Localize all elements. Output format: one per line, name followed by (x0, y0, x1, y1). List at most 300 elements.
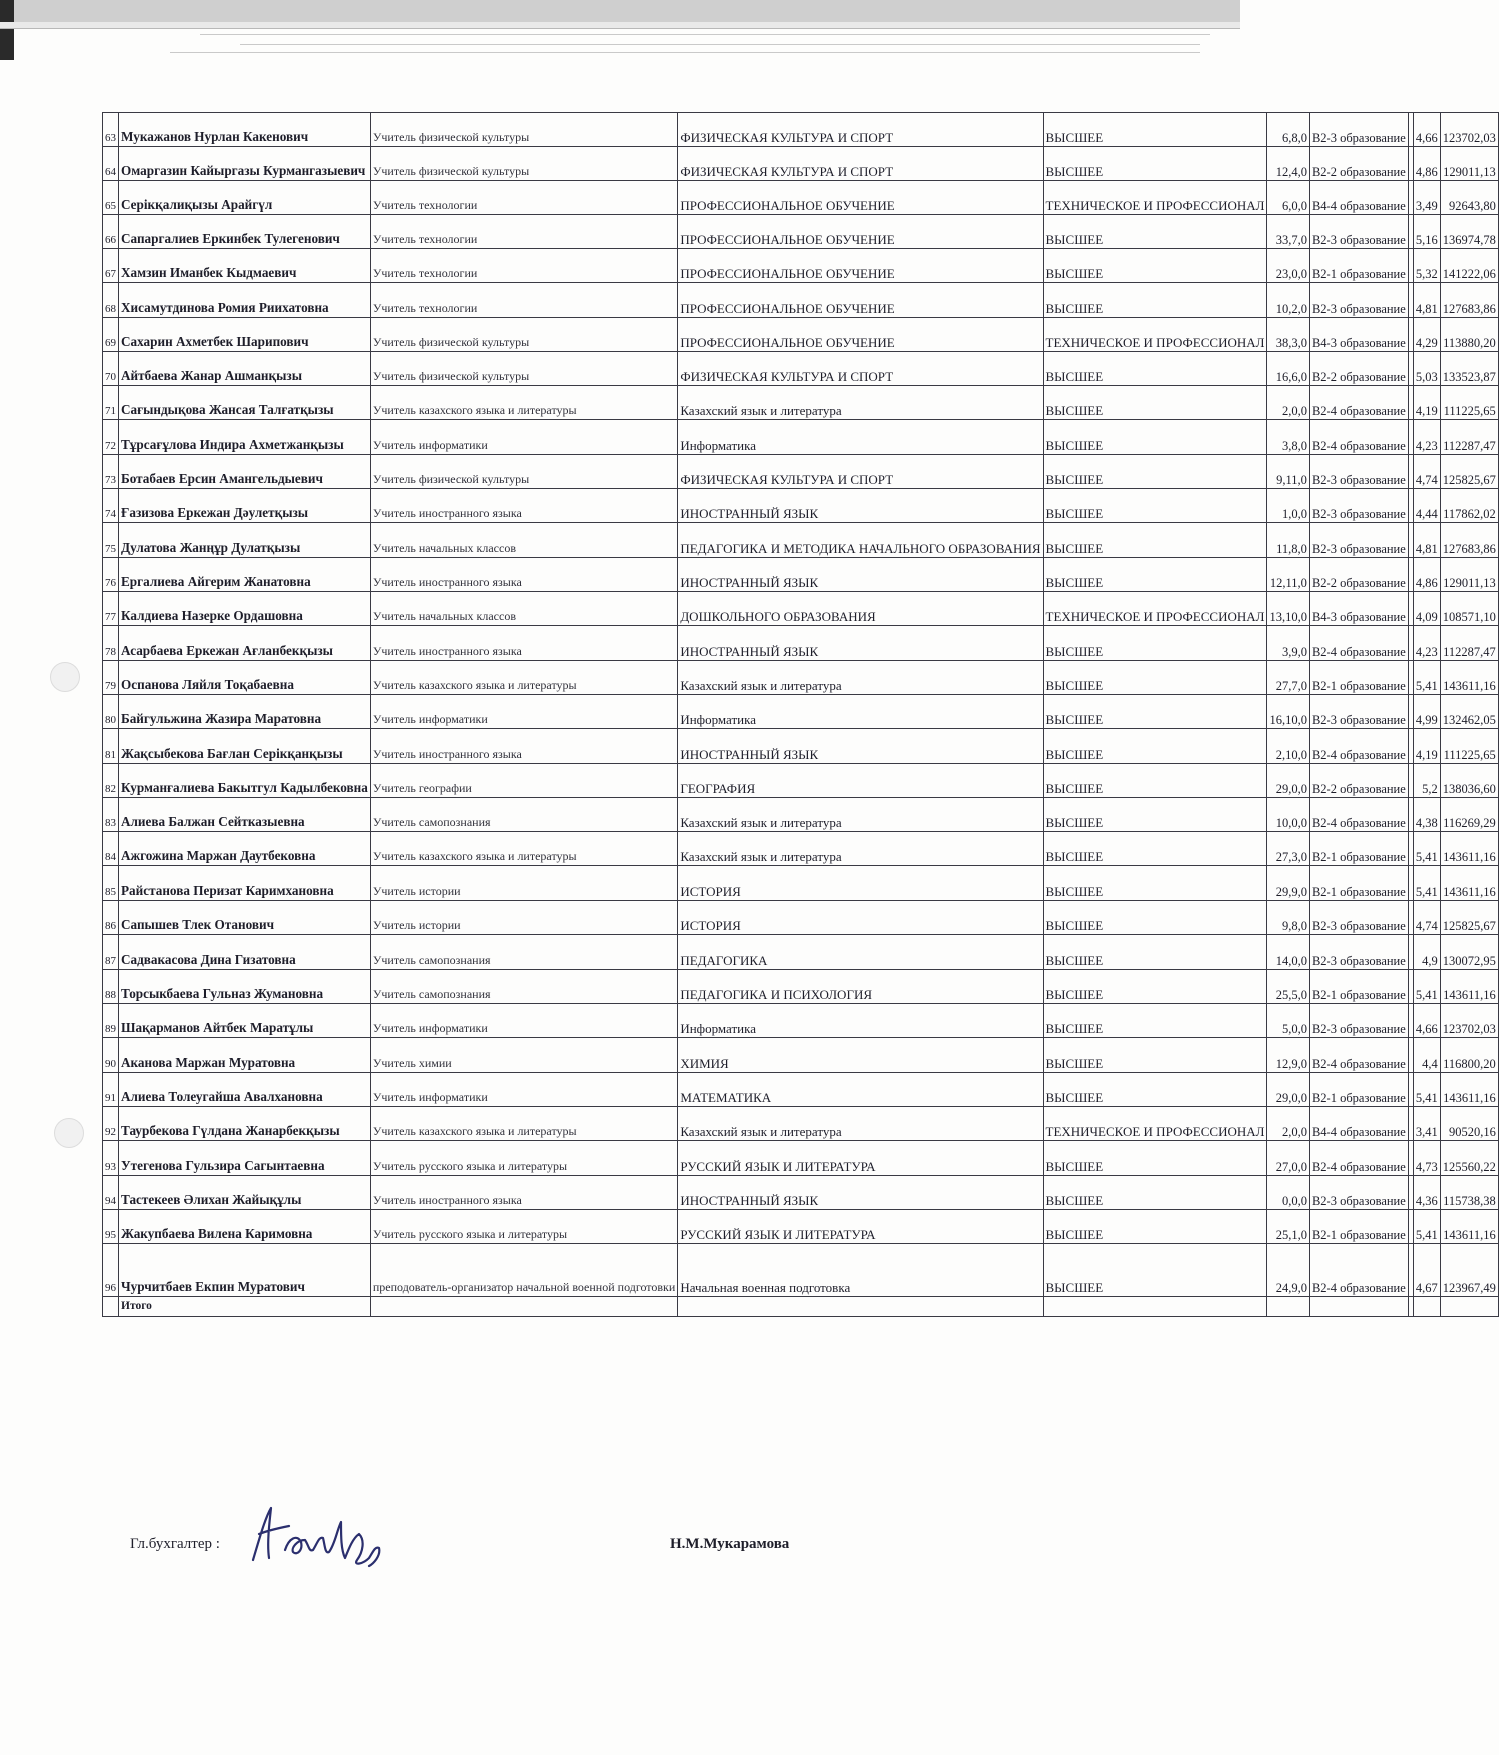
employee-name: Алиева Балжан Сейтказыевна (119, 798, 371, 832)
table-row (103, 970, 1499, 1004)
qualification-category: В2-3 образование (1309, 1004, 1408, 1038)
education-level: ВЫСШЕЕ (1043, 1210, 1267, 1244)
row-number: 96 (103, 1244, 119, 1297)
qualification-category: В2-2 образование (1309, 352, 1408, 386)
qualification-category: В2-3 образование (1309, 283, 1408, 318)
table-row (103, 661, 1499, 695)
specialty: ПРОФЕССИОНАЛЬНОЕ ОБУЧЕНИЕ (678, 318, 1043, 352)
coefficient: 4,74 (1413, 455, 1440, 489)
table-row (103, 215, 1499, 249)
row-number: 81 (103, 729, 119, 764)
position: Учитель физической культуры (370, 318, 677, 352)
education-level: ВЫСШЕЕ (1043, 1073, 1267, 1107)
coefficient: 3,41 (1413, 1107, 1440, 1141)
qualification-category: В2-1 образование (1309, 970, 1408, 1004)
position: Учитель самопознания (370, 935, 677, 970)
qualification-category: В2-1 образование (1309, 661, 1408, 695)
salary: 141222,06 (1440, 249, 1498, 283)
position: Учитель технологии (370, 283, 677, 318)
employee-name: Шақарманов Айтбек Маратұлы (119, 1004, 371, 1038)
qualification-category: В2-1 образование (1309, 1210, 1408, 1244)
table-row (103, 181, 1499, 215)
qualification-category: В2-3 образование (1309, 489, 1408, 523)
coefficient: 4,23 (1413, 420, 1440, 455)
qualification-category: В2-3 образование (1309, 1176, 1408, 1210)
salary: 143611,16 (1440, 832, 1498, 866)
coefficient: 4,81 (1413, 523, 1440, 558)
salary: 138036,60 (1440, 764, 1498, 798)
qualification-category: В2-4 образование (1309, 626, 1408, 661)
paper-fold-line (200, 34, 1210, 35)
work-experience: 12,4,0 (1267, 147, 1310, 181)
position: преподователь-организатор начальной военной подготовки (370, 1244, 677, 1297)
chief-accountant-name: Н.М.Мукарамова (670, 1536, 790, 1552)
employee-name: Сахарин Ахметбек Шарипович (119, 318, 371, 352)
coefficient: 4,4 (1413, 1038, 1440, 1073)
row-number: 79 (103, 661, 119, 695)
salary: 127683,86 (1440, 523, 1498, 558)
table-row (103, 113, 1499, 147)
salary: 123967,49 (1440, 1244, 1498, 1297)
specialty: Информатика (678, 420, 1043, 455)
coefficient: 4,66 (1413, 113, 1440, 147)
table-row (103, 318, 1499, 352)
salary: 115738,38 (1440, 1176, 1498, 1210)
work-experience: 27,7,0 (1267, 661, 1310, 695)
table-row (103, 866, 1499, 901)
education-level: ВЫСШЕЕ (1043, 729, 1267, 764)
row-number: 64 (103, 147, 119, 181)
salary: 116269,29 (1440, 798, 1498, 832)
qualification-category: В2-1 образование (1309, 832, 1408, 866)
work-experience: 27,3,0 (1267, 832, 1310, 866)
position: Учитель самопознания (370, 798, 677, 832)
coefficient: 4,86 (1413, 147, 1440, 181)
paper-fold-line (170, 52, 1200, 53)
qualification-category: В2-1 образование (1309, 249, 1408, 283)
work-experience: 3,9,0 (1267, 626, 1310, 661)
specialty: Казахский язык и литература (678, 661, 1043, 695)
position: Учитель иностранного языка (370, 626, 677, 661)
row-number: 92 (103, 1107, 119, 1141)
education-level: ВЫСШЕЕ (1043, 866, 1267, 901)
employee-name: Хисамутдинова Ромия Риихатовна (119, 283, 371, 318)
work-experience: 24,9,0 (1267, 1244, 1310, 1297)
work-experience: 23,0,0 (1267, 249, 1310, 283)
position: Учитель физической культуры (370, 113, 677, 147)
specialty: ГЕОГРАФИЯ (678, 764, 1043, 798)
qualification-category: В2-4 образование (1309, 420, 1408, 455)
education-level: ВЫСШЕЕ (1043, 147, 1267, 181)
specialty: МАТЕМАТИКА (678, 1073, 1043, 1107)
coefficient: 5,2 (1413, 764, 1440, 798)
education-level: ВЫСШЕЕ (1043, 386, 1267, 420)
position: Учитель казахского языка и литературы (370, 832, 677, 866)
specialty: Казахский язык и литература (678, 386, 1043, 420)
employee-name: Байгульжина Жазира Маратовна (119, 695, 371, 729)
row-number: 82 (103, 764, 119, 798)
qualification-category: В2-4 образование (1309, 798, 1408, 832)
table-row (103, 147, 1499, 181)
employee-name: Калдиева Назерке Ордашовна (119, 592, 371, 626)
specialty: ПРОФЕССИОНАЛЬНОЕ ОБУЧЕНИЕ (678, 249, 1043, 283)
position: Учитель русского языка и литературы (370, 1210, 677, 1244)
education-level: ТЕХНИЧЕСКОЕ И ПРОФЕССИОНАЛ (1043, 1107, 1267, 1141)
position: Учитель информатики (370, 1073, 677, 1107)
table-row (103, 1038, 1499, 1073)
work-experience: 29,0,0 (1267, 764, 1310, 798)
table-row (103, 695, 1499, 729)
salary: 136974,78 (1440, 215, 1498, 249)
table-row (103, 935, 1499, 970)
position: Учитель информатики (370, 1004, 677, 1038)
coefficient: 5,41 (1413, 970, 1440, 1004)
row-number: 95 (103, 1210, 119, 1244)
table-row (103, 1073, 1499, 1107)
specialty: ПРОФЕССИОНАЛЬНОЕ ОБУЧЕНИЕ (678, 181, 1043, 215)
row-number: 66 (103, 215, 119, 249)
employee-name: Тастекеев Әлихан Жайықұлы (119, 1176, 371, 1210)
specialty: Казахский язык и литература (678, 798, 1043, 832)
education-level: ВЫСШЕЕ (1043, 1244, 1267, 1297)
work-experience: 13,10,0 (1267, 592, 1310, 626)
position: Учитель географии (370, 764, 677, 798)
position: Учитель информатики (370, 695, 677, 729)
coefficient: 4,19 (1413, 386, 1440, 420)
coefficient: 4,99 (1413, 695, 1440, 729)
salary: 92643,80 (1440, 181, 1498, 215)
specialty: ФИЗИЧЕСКАЯ КУЛЬТУРА И СПОРТ (678, 113, 1043, 147)
work-experience: 0,0,0 (1267, 1176, 1310, 1210)
qualification-category: В2-4 образование (1309, 729, 1408, 764)
employee-name: Ажгожина Маржан Даутбековна (119, 832, 371, 866)
employee-name: Мукажанов Нурлан Какенович (119, 113, 371, 147)
position: Учитель информатики (370, 420, 677, 455)
qualification-category: В2-4 образование (1309, 386, 1408, 420)
position: Учитель химии (370, 1038, 677, 1073)
row-number: 89 (103, 1004, 119, 1038)
table-row (103, 832, 1499, 866)
position: Учитель начальных классов (370, 592, 677, 626)
coefficient: 4,73 (1413, 1141, 1440, 1176)
work-experience: 25,5,0 (1267, 970, 1310, 1004)
total-cell (1440, 1297, 1498, 1317)
table-row (103, 1176, 1499, 1210)
total-cell (1309, 1297, 1408, 1317)
qualification-category: В2-1 образование (1309, 866, 1408, 901)
qualification-category: В2-1 образование (1309, 1073, 1408, 1107)
coefficient: 4,23 (1413, 626, 1440, 661)
row-number: 83 (103, 798, 119, 832)
row-number: 85 (103, 866, 119, 901)
coefficient: 4,44 (1413, 489, 1440, 523)
row-number: 94 (103, 1176, 119, 1210)
work-experience: 6,0,0 (1267, 181, 1310, 215)
signature-block (130, 1500, 810, 1580)
row-number: 86 (103, 901, 119, 935)
specialty: Начальная военная подготовка (678, 1244, 1043, 1297)
position: Учитель технологии (370, 215, 677, 249)
salary: 117862,02 (1440, 489, 1498, 523)
position: Учитель казахского языка и литературы (370, 1107, 677, 1141)
work-experience: 12,11,0 (1267, 558, 1310, 592)
salary: 143611,16 (1440, 1073, 1498, 1107)
work-experience: 2,0,0 (1267, 1107, 1310, 1141)
row-number: 73 (103, 455, 119, 489)
row-number: 91 (103, 1073, 119, 1107)
education-level: ВЫСШЕЕ (1043, 832, 1267, 866)
coefficient: 4,66 (1413, 1004, 1440, 1038)
total-cell (370, 1297, 677, 1317)
salary: 132462,05 (1440, 695, 1498, 729)
employee-name: Сапаргалиев Еркинбек Тулегенович (119, 215, 371, 249)
row-number: 90 (103, 1038, 119, 1073)
employee-name: Жақсыбекова Бағлан Серікқанқызы (119, 729, 371, 764)
specialty: ПЕДАГОГИКА И ПСИХОЛОГИЯ (678, 970, 1043, 1004)
row-number: 71 (103, 386, 119, 420)
table-row (103, 455, 1499, 489)
education-level: ВЫСШЕЕ (1043, 455, 1267, 489)
paper-fold-line (240, 44, 1200, 45)
salary: 123702,03 (1440, 113, 1498, 147)
employee-name: Курманғалиева Бакытгул Кадылбековна (119, 764, 371, 798)
coefficient: 5,32 (1413, 249, 1440, 283)
specialty: Казахский язык и литература (678, 832, 1043, 866)
specialty: ПРОФЕССИОНАЛЬНОЕ ОБУЧЕНИЕ (678, 283, 1043, 318)
work-experience: 1,0,0 (1267, 489, 1310, 523)
table-row (103, 523, 1499, 558)
position: Учитель казахского языка и литературы (370, 386, 677, 420)
position: Учитель иностранного языка (370, 558, 677, 592)
salary: 143611,16 (1440, 970, 1498, 1004)
employee-name: Омаргазин Кайыргазы Курмангазыевич (119, 147, 371, 181)
education-level: ВЫСШЕЕ (1043, 420, 1267, 455)
salary: 127683,86 (1440, 283, 1498, 318)
education-level: ВЫСШЕЕ (1043, 626, 1267, 661)
qualification-category: В2-2 образование (1309, 558, 1408, 592)
coefficient: 5,03 (1413, 352, 1440, 386)
work-experience: 29,9,0 (1267, 866, 1310, 901)
qualification-category: В2-3 образование (1309, 113, 1408, 147)
position: Учитель иностранного языка (370, 1176, 677, 1210)
specialty: ИСТОРИЯ (678, 866, 1043, 901)
table-row (103, 1107, 1499, 1141)
row-number: 84 (103, 832, 119, 866)
employee-name: Тұрсағұлова Индира Ахметжанқызы (119, 420, 371, 455)
position: Учитель иностранного языка (370, 729, 677, 764)
table-row (103, 1004, 1499, 1038)
work-experience: 6,8,0 (1267, 113, 1310, 147)
education-level: ВЫСШЕЕ (1043, 215, 1267, 249)
row-number: 74 (103, 489, 119, 523)
employee-name: Ғазизова Еркежан Дәулетқызы (119, 489, 371, 523)
education-level: ВЫСШЕЕ (1043, 1141, 1267, 1176)
salary: 129011,13 (1440, 147, 1498, 181)
coefficient: 5,41 (1413, 661, 1440, 695)
education-level: ВЫСШЕЕ (1043, 523, 1267, 558)
salary: 125825,67 (1440, 455, 1498, 489)
specialty: ХИМИЯ (678, 1038, 1043, 1073)
row-number: 63 (103, 113, 119, 147)
employee-name: Оспанова Ляйля Тоқабаевна (119, 661, 371, 695)
specialty: ФИЗИЧЕСКАЯ КУЛЬТУРА И СПОРТ (678, 455, 1043, 489)
employee-name: Сағындықова Жансая Талғатқызы (119, 386, 371, 420)
education-level: ВЫСШЕЕ (1043, 661, 1267, 695)
table-row (103, 729, 1499, 764)
education-level: ВЫСШЕЕ (1043, 1038, 1267, 1073)
coefficient: 4,38 (1413, 798, 1440, 832)
specialty: ИНОСТРАННЫЙ ЯЗЫК (678, 626, 1043, 661)
specialty: РУССКИЙ ЯЗЫК И ЛИТЕРАТУРА (678, 1141, 1043, 1176)
work-experience: 33,7,0 (1267, 215, 1310, 249)
specialty: ИНОСТРАННЫЙ ЯЗЫК (678, 1176, 1043, 1210)
row-number: 87 (103, 935, 119, 970)
education-level: ВЫСШЕЕ (1043, 764, 1267, 798)
row-number: 93 (103, 1141, 119, 1176)
education-level: ТЕХНИЧЕСКОЕ И ПРОФЕССИОНАЛ (1043, 592, 1267, 626)
work-experience: 11,8,0 (1267, 523, 1310, 558)
coefficient: 5,41 (1413, 866, 1440, 901)
table-row (103, 1244, 1499, 1297)
total-cell (1043, 1297, 1267, 1317)
qualification-category: В2-3 образование (1309, 935, 1408, 970)
education-level: ВЫСШЕЕ (1043, 1004, 1267, 1038)
table-row (103, 489, 1499, 523)
work-experience: 12,9,0 (1267, 1038, 1310, 1073)
work-experience: 14,0,0 (1267, 935, 1310, 970)
work-experience: 10,2,0 (1267, 283, 1310, 318)
staff-table (102, 112, 1499, 1317)
employee-name: Садвакасова Дина Гизатовна (119, 935, 371, 970)
position: Учитель физической культуры (370, 455, 677, 489)
scan-corner-shadow (0, 0, 14, 60)
total-cell (103, 1297, 119, 1317)
total-row (103, 1297, 1499, 1317)
table-row (103, 592, 1499, 626)
coefficient: 5,41 (1413, 1073, 1440, 1107)
coefficient: 4,74 (1413, 901, 1440, 935)
qualification-category: В2-3 образование (1309, 523, 1408, 558)
salary: 125825,67 (1440, 901, 1498, 935)
specialty: ФИЗИЧЕСКАЯ КУЛЬТУРА И СПОРТ (678, 352, 1043, 386)
employee-name: Алиева Толеугайша Авалхановна (119, 1073, 371, 1107)
specialty: ИНОСТРАННЫЙ ЯЗЫК (678, 729, 1043, 764)
work-experience: 9,8,0 (1267, 901, 1310, 935)
table-row (103, 798, 1499, 832)
qualification-category: В2-4 образование (1309, 1141, 1408, 1176)
position: Учитель начальных классов (370, 523, 677, 558)
total-cell (1267, 1297, 1310, 1317)
qualification-category: В4-3 образование (1309, 592, 1408, 626)
education-level: ТЕХНИЧЕСКОЕ И ПРОФЕССИОНАЛ (1043, 318, 1267, 352)
row-number: 70 (103, 352, 119, 386)
table-row (103, 249, 1499, 283)
education-level: ВЫСШЕЕ (1043, 1176, 1267, 1210)
coefficient: 4,19 (1413, 729, 1440, 764)
work-experience: 2,0,0 (1267, 386, 1310, 420)
employee-name: Утегенова Гульзира Сагынтаевна (119, 1141, 371, 1176)
table-row (103, 386, 1499, 420)
employee-name: Жакупбаева Вилена Каримовна (119, 1210, 371, 1244)
qualification-category: В2-2 образование (1309, 147, 1408, 181)
work-experience: 16,10,0 (1267, 695, 1310, 729)
coefficient: 5,41 (1413, 832, 1440, 866)
work-experience: 16,6,0 (1267, 352, 1310, 386)
coefficient: 4,29 (1413, 318, 1440, 352)
position: Учитель истории (370, 901, 677, 935)
specialty: ПРОФЕССИОНАЛЬНОЕ ОБУЧЕНИЕ (678, 215, 1043, 249)
employee-name: Торсыкбаева Гульназ Жумановна (119, 970, 371, 1004)
employee-name: Асарбаева Еркежан Ағланбекқызы (119, 626, 371, 661)
table-row (103, 558, 1499, 592)
row-number: 68 (103, 283, 119, 318)
education-level: ВЫСШЕЕ (1043, 558, 1267, 592)
qualification-category: В2-4 образование (1309, 1038, 1408, 1073)
education-level: ТЕХНИЧЕСКОЕ И ПРОФЕССИОНАЛ (1043, 181, 1267, 215)
qualification-category: В4-4 образование (1309, 181, 1408, 215)
row-number: 72 (103, 420, 119, 455)
total-cell (1413, 1297, 1440, 1317)
qualification-category: В2-3 образование (1309, 901, 1408, 935)
row-number: 69 (103, 318, 119, 352)
education-level: ВЫСШЕЕ (1043, 970, 1267, 1004)
position: Учитель технологии (370, 181, 677, 215)
position: Учитель физической культуры (370, 352, 677, 386)
row-number: 67 (103, 249, 119, 283)
qualification-category: В4-3 образование (1309, 318, 1408, 352)
salary: 112287,47 (1440, 626, 1498, 661)
salary: 111225,65 (1440, 386, 1498, 420)
table-row (103, 420, 1499, 455)
work-experience: 3,8,0 (1267, 420, 1310, 455)
coefficient: 5,41 (1413, 1210, 1440, 1244)
coefficient: 4,86 (1413, 558, 1440, 592)
table-row (103, 764, 1499, 798)
coefficient: 4,67 (1413, 1244, 1440, 1297)
qualification-category: В2-4 образование (1309, 1244, 1408, 1297)
employee-name: Чурчитбаев Екпин Муратович (119, 1244, 371, 1297)
work-experience: 38,3,0 (1267, 318, 1310, 352)
row-number: 65 (103, 181, 119, 215)
position: Учитель русского языка и литературы (370, 1141, 677, 1176)
work-experience: 2,10,0 (1267, 729, 1310, 764)
coefficient: 4,81 (1413, 283, 1440, 318)
specialty: ПЕДАГОГИКА (678, 935, 1043, 970)
specialty: РУССКИЙ ЯЗЫК И ЛИТЕРАТУРА (678, 1210, 1043, 1244)
education-level: ВЫСШЕЕ (1043, 113, 1267, 147)
education-level: ВЫСШЕЕ (1043, 901, 1267, 935)
salary: 130072,95 (1440, 935, 1498, 970)
row-number: 88 (103, 970, 119, 1004)
handwritten-signature (245, 1500, 405, 1570)
table-row (103, 901, 1499, 935)
work-experience: 29,0,0 (1267, 1073, 1310, 1107)
employee-name: Дулатова Жанңұр Дулатқызы (119, 523, 371, 558)
education-level: ВЫСШЕЕ (1043, 489, 1267, 523)
salary: 133523,87 (1440, 352, 1498, 386)
work-experience: 25,1,0 (1267, 1210, 1310, 1244)
chief-accountant-label: Гл.бухгалтер : (130, 1536, 220, 1552)
coefficient: 4,9 (1413, 935, 1440, 970)
employee-name: Аканова Маржан Муратовна (119, 1038, 371, 1073)
employee-name: Айтбаева Жанар Ашманқызы (119, 352, 371, 386)
table-row (103, 1141, 1499, 1176)
total-label: Итого (119, 1297, 371, 1317)
education-level: ВЫСШЕЕ (1043, 935, 1267, 970)
row-number: 78 (103, 626, 119, 661)
education-level: ВЫСШЕЕ (1043, 695, 1267, 729)
total-cell (678, 1297, 1043, 1317)
